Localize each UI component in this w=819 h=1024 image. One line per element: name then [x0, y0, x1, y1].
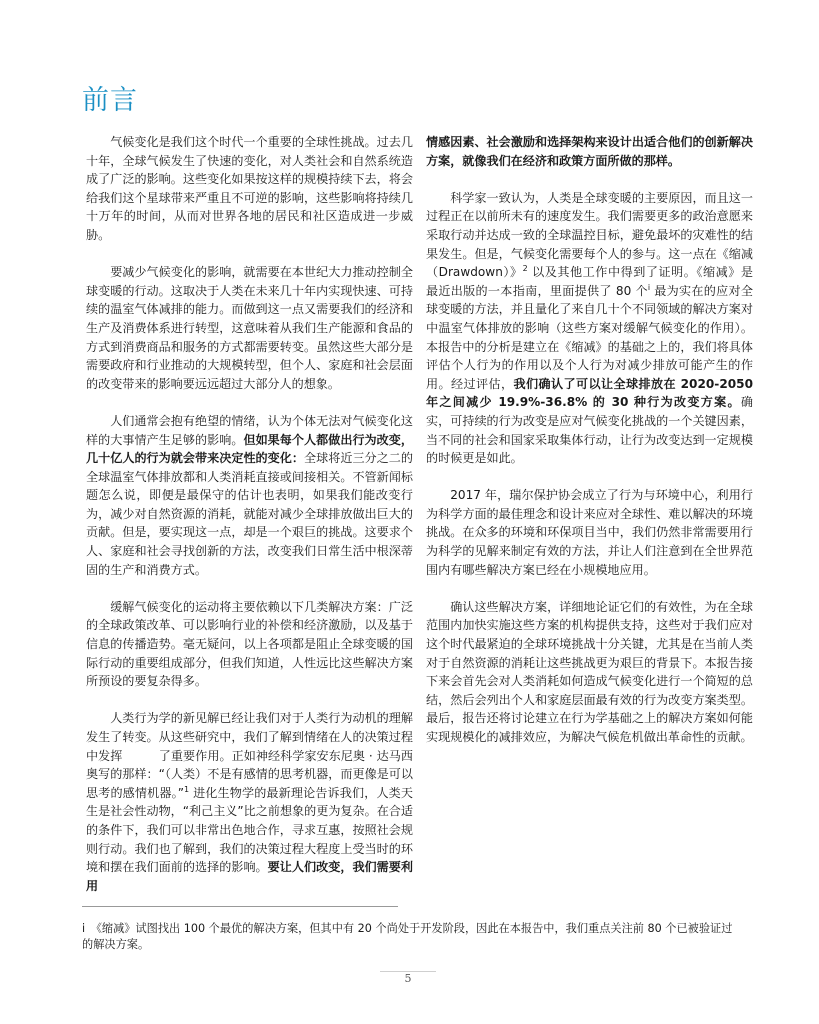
paragraph-text: 全球将近三分之二的全球温室气体排放都和人类消耗直接或间接相关。不管新闻标题怎么说，即便是最保守的估计也表明，如果我们能改变行为，减少对自然资源的消耗，就能对减少全球排放做出巨大的贡献。但是，要实现这一点，却是一个艰巨的挑战。这要求个人、家庭和社会寻找创新的方法，改变我们日常生活中根深蒂固的生产和消费方式。: [86, 451, 413, 577]
paragraph-text: 2017 年，瑞尔保护协会成立了行为与环境中心，利用行为科学方面的最佳理念和设计来应对全球性、难以解决的环境挑战。在众多的环境和环保项目当中，我们仍然非常需要用行为科学的见解来制定有效的方法，并让人们注意到在全世界范围内有哪些解决方案已经在小规模地应用。: [426, 488, 753, 577]
footnote: i 《缩减》试图找出 100 个最优的解决方案，但其中有 20 个尚处于开发阶段，因此在本报告中，我们重点关注前 80 个已被验证过的解决方案。: [82, 922, 733, 951]
paragraph-text: 缓解气候变化的运动将主要依赖以下几类解决方案：广泛的全球政策改革、可以影响行业的补偿和经济激励，以及基于信息的传播造势。毫无疑问，以上各项都是阻止全球变暖的国际行动的重要组成部分，但我们知道，人性远比这些解决方案所预设的要复杂得多。: [86, 599, 413, 689]
emphasis-text: 要让人们改变，我们需要利用: [86, 860, 413, 893]
paragraph-text: 确认这些解决方案，详细地论证它们的有效性，为在全球范围内加快实施这些方案的机构提供支持，这些对于我们应对这个时代最紧迫的全球环境挑战十分关键，尤其是在当前人类对于自然资源的消耗让这些挑战更为艰巨的背景下。本报告接下来会首先会对人类消耗如何造成气候变化进行一个简短的总结，然后会列出个人和家庭层面最有效的行为改变方案类型。最后，报告还将讨论建立在行为学基础之上的解决方案如何能实现规模化的减排效应，为解决气候危机做出革命性的贡献。: [426, 599, 753, 744]
paragraph-text: 人类行为学的新见解已经让我们对于人类行为动机的理解发生了转变。从这些研究中，我们了解到情绪在人的决策过程中发挥 了重要作用。正如神经科学家安东尼奥 · 达马西奥写的那样：“（人类）不是有感情的思考机器，而更像是可以思考的感情机器。”: [86, 711, 413, 800]
paragraph-text: 以及其他工作中得到了证明。《缩减》是最近出版的一本指南，里面提供了 80 个: [426, 265, 754, 298]
footnote-marker: i: [647, 282, 651, 292]
paragraph: [426, 133, 753, 170]
paragraph-text: 科学家一致认为，人类是全球变暖的主要原因，而且这一过程正在以前所未有的速度发生。我们需要更多的政治意愿来采取行动并达成一致的全球温控目标，避免最坏的灾难性的结果发生。但是，气候变化需要每个人的参与。这一点在《缩减（Drawdown）》: [426, 190, 753, 280]
emphasis-text: 我们确认了可以让全球排放在 2020-2050 年之间减少 19.9%-36.8% 的 30 种行为改变方案。: [426, 376, 753, 410]
paragraph: [426, 189, 753, 468]
citation-marker: 2: [522, 264, 528, 274]
paragraph: [426, 486, 753, 579]
paragraph-text: 人们通常会抱有绝望的情绪，认为个体无法对气候变化这样的大事情产生足够的影响。: [86, 413, 413, 447]
paragraph-text: 确实，可持续的行为改变是应对气候变化挑战的一个关键因素，当不同的社会和国家采取集体行动，让行为改变达到一定规模的时候更是如此。: [426, 395, 753, 466]
footnote-divider: [82, 906, 398, 907]
emphasis-text: 情感因素、社会激励和选择架构来设计出适合他们的创新解决方案，就像我们在经济和政策方面所做的那样。: [426, 135, 753, 168]
paragraph: [86, 598, 413, 691]
left-column: [86, 133, 413, 914]
citation-marker: 1: [184, 784, 190, 794]
paragraph: [86, 133, 413, 245]
paragraph: [426, 598, 753, 747]
paragraph: [86, 412, 413, 579]
page-title: 前言: [82, 85, 138, 116]
page-number: 5: [404, 972, 412, 985]
right-column: [426, 133, 753, 765]
paragraph-text: 要减少气候变化的影响，就需要在本世纪大力推动控制全球变暖的行动。这取决于人类在未来几十年内实现快速、可持续的温室气体减排的能力。而做到这一点又需要我们的经济和生产及消费体系进行转型，这意味着从我们生产能源和食品的方式到消费商品和服务的方式都需要转变。虽然这些大部分是需要政府和行业推动的大规模转型，但个人、家庭和社会层面的改变带来的影响要远远超过大部分人的想象。: [86, 265, 413, 391]
emphasis-text: 但如果每个人都做出行为改变，几十亿人的行为就会带来决定性的变化：: [86, 432, 413, 466]
paragraph: [86, 709, 413, 895]
paragraph-text: 进化生物学的最新理论告诉我们，人类天生是社会性动物，“利己主义”比之前想象的更为复杂。在合适的条件下，我们可以非常出色地合作，寻求互惠，按照社会规则行动。我们也了解到，我们的决策过程大程度上受当时的环境和摆在我们面前的选择的影响。: [86, 785, 413, 875]
paragraph: [86, 263, 413, 393]
paragraph-text: 最为实在的应对全球变暖的方法，并且量化了来自几十个不同领域的解决方案对中温室气体排放的影响（这些方案对缓解气候变化的作用）。本报告中的分析是建立在《缩减》的基础之上的，我们将具体评估个人行为的作用以及个人行为对减少排放可能产生的作用。经过评估，: [426, 283, 753, 391]
paragraph-text: 气候变化是我们这个时代一个重要的全球性挑战。过去几十年，全球气候发生了快速的变化，对人类社会和自然系统造成了广泛的影响。这些变化如果按这样的规模持续下去，将会给我们这个星球带来严重且不可逆的影响，这些影响将持续几十万年的时间，从而对世界各地的居民和社区造成进一步威胁。: [86, 135, 413, 242]
